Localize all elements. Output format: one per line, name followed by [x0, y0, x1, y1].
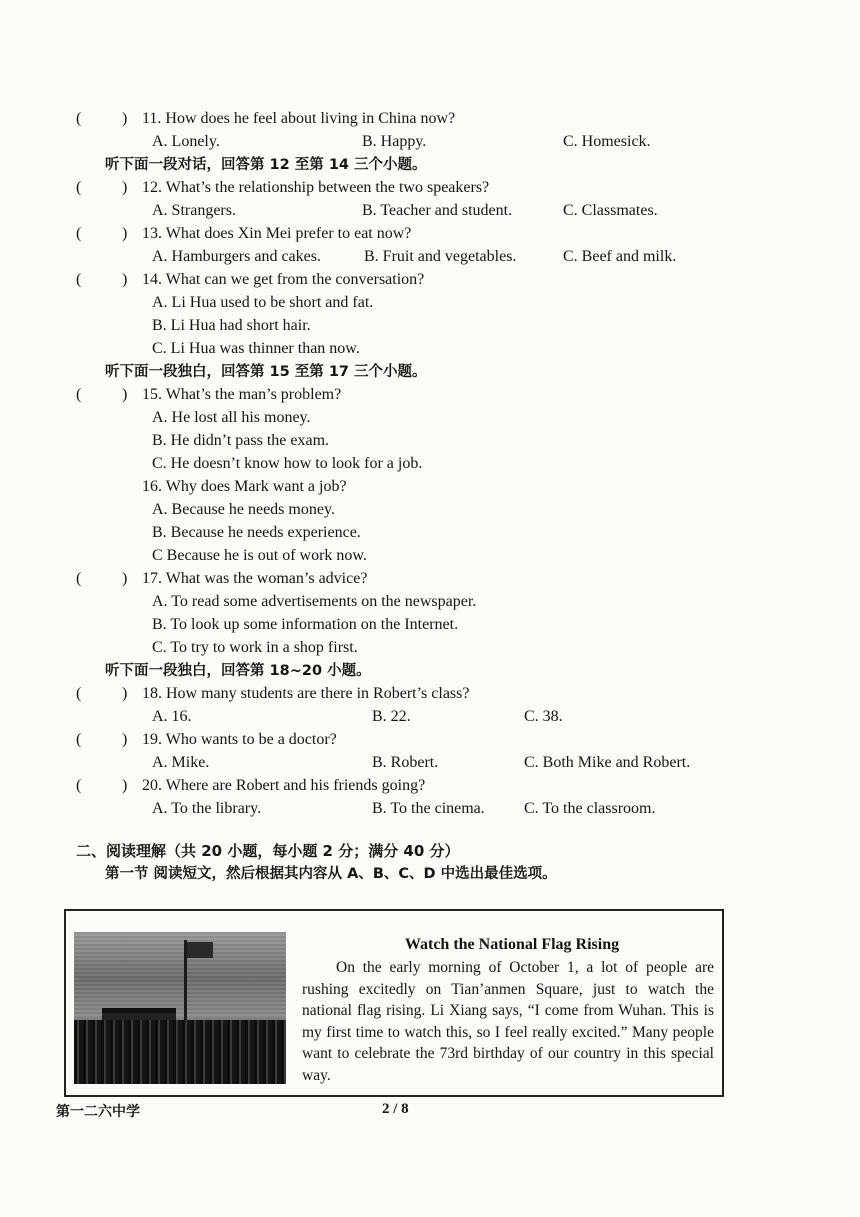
option-b: B. To the cinema.	[372, 800, 485, 817]
question-17-option-c: C. To try to work in a shop first.	[152, 639, 358, 656]
question-20-options	[0, 798, 860, 820]
question-13-options	[0, 246, 860, 268]
question-17-option-a: A. To read some advertisements on the newspaper.	[152, 593, 477, 610]
question-19: ( ) 19. Who wants to be a doctor?	[0, 729, 860, 751]
option-c: C. Both Mike and Robert.	[524, 754, 691, 771]
question-14-option-a: A. Li Hua used to be short and fat.	[152, 294, 374, 311]
question-text: 18. How many students are there in Robert’s class?	[142, 685, 470, 702]
question-13: ( ) 13. What does Xin Mei prefer to eat now?	[0, 223, 860, 245]
option-a: A. Strangers.	[152, 202, 236, 219]
option-c: C. Beef and milk.	[563, 248, 677, 265]
question-text: 13. What does Xin Mei prefer to eat now?	[142, 225, 412, 242]
question-text: 14. What can we get from the conversation?	[142, 271, 425, 288]
question-16	[0, 476, 860, 498]
section-two-heading: 二、阅读理解（共 20 小题，每小题 2 分；满分 40 分）	[76, 842, 460, 860]
question-19-options	[0, 752, 860, 774]
option-a: A. 16.	[152, 708, 192, 725]
flag-icon	[187, 942, 213, 958]
question-14-option-b: B. Li Hua had short hair.	[152, 317, 311, 334]
option-a: A. To the library.	[152, 800, 262, 817]
question-11: ( ) 11. How does he feel about living in China now?	[0, 108, 860, 130]
instruction-12-14: 听下面一段对话，回答第 12 至第 14 三个小题。	[105, 157, 427, 173]
option-a: A. Hamburgers and cakes.	[152, 248, 321, 265]
photo-sky	[74, 932, 286, 1016]
option-c: C. To the classroom.	[524, 800, 656, 817]
instruction-18-20: 听下面一段独白，回答第 18~20 小题。	[105, 663, 371, 679]
option-b: B. 22.	[372, 708, 411, 725]
question-12: ( ) 12. What’s the relationship between the two speakers?	[0, 177, 860, 199]
question-16-option-c: C Because he is out of work now.	[152, 547, 367, 564]
crowd-silhouette	[74, 1020, 286, 1084]
option-c: C. Homesick.	[563, 133, 651, 150]
question-17: ( ) 17. What was the woman’s advice?	[0, 568, 860, 590]
question-text: 19. Who wants to be a doctor?	[142, 731, 337, 748]
question-16-option-a: A. Because he needs money.	[152, 501, 335, 518]
question-text: 20. Where are Robert and his friends going?	[142, 777, 426, 794]
section-two-subheading: 第一节 阅读短文，然后根据其内容从 A、B、C、D 中选出最佳选项。	[105, 866, 557, 882]
option-b: B. Robert.	[372, 754, 439, 771]
question-14-option-c: C. Li Hua was thinner than now.	[152, 340, 360, 357]
question-text: 11. How does he feel about living in China now?	[142, 110, 456, 127]
option-a: A. Mike.	[152, 754, 210, 771]
question-text: 15. What’s the man’s problem?	[142, 386, 342, 403]
question-16-option-b: B. Because he needs experience.	[152, 524, 361, 541]
option-c: C. Classmates.	[563, 202, 658, 219]
question-text: 17. What was the woman’s advice?	[142, 570, 368, 587]
instruction-15-17: 听下面一段独白，回答第 15 至第 17 三个小题。	[105, 364, 427, 380]
option-b: B. Teacher and student.	[362, 202, 513, 219]
option-a: A. Lonely.	[152, 133, 220, 150]
question-15-option-a: A. He lost all his money.	[152, 409, 311, 426]
page-number: 2 / 8	[382, 1101, 409, 1117]
article-body: On the early morning of October 1, a lot of people are rushing excitedly on Tian’anmen Square, just to watch the national flag rising. Li Xiang says, “I come from Wuhan. This is my first time to watch this, so I feel really excited.” Many people want to celebrate the 73rd birthday of our country in this special way.	[302, 959, 714, 1084]
option-b: B. Happy.	[362, 133, 427, 150]
flag-rising-photo	[74, 932, 286, 1084]
option-b: B. Fruit and vegetables.	[364, 248, 517, 265]
question-14: ( ) 14. What can we get from the conversation?	[0, 269, 860, 291]
question-11-options	[0, 131, 860, 153]
school-name: 第一二六中学	[56, 1104, 140, 1120]
question-15-option-c: C. He doesn’t know how to look for a job.	[152, 455, 423, 472]
article-title: Watch the National Flag Rising	[404, 936, 620, 953]
question-18: ( ) 18. How many students are there in Robert’s class?	[0, 683, 860, 705]
question-18-options	[0, 706, 860, 728]
question-17-option-b: B. To look up some information on the Internet.	[152, 616, 459, 633]
question-15: ( ) 15. What’s the man’s problem?	[0, 384, 860, 406]
option-c: C. 38.	[524, 708, 563, 725]
question-12-options	[0, 200, 860, 222]
question-text: 16. Why does Mark want a job?	[142, 478, 347, 495]
question-15-option-b: B. He didn’t pass the exam.	[152, 432, 330, 449]
question-20: ( ) 20. Where are Robert and his friends going?	[0, 775, 860, 797]
question-text: 12. What’s the relationship between the two speakers?	[142, 179, 490, 196]
